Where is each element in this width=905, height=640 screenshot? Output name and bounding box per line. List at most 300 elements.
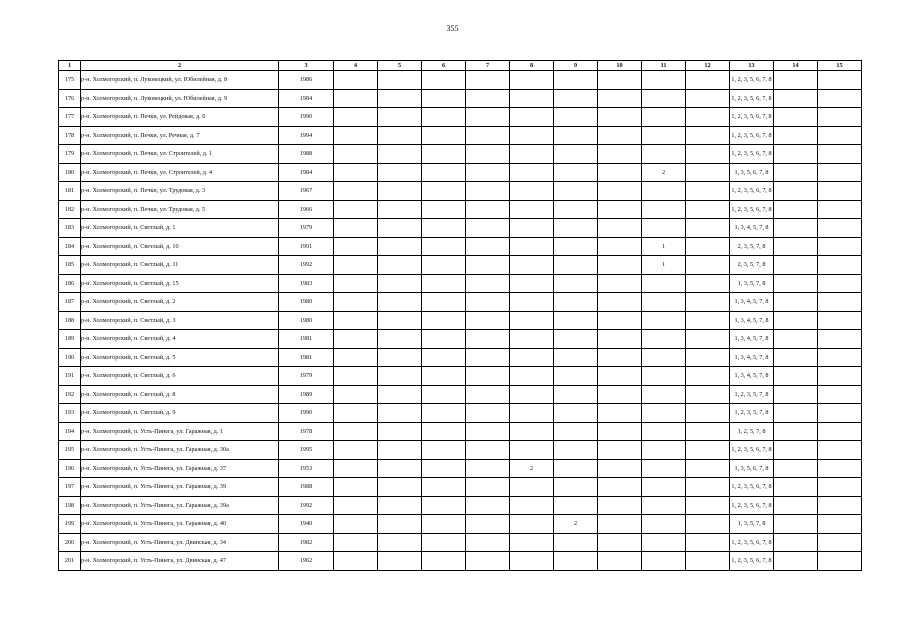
table-body [59,71,862,571]
col11-cell [642,478,686,497]
col15-cell [818,496,862,515]
table-row [59,422,862,441]
col14-cell [774,552,818,571]
col7-cell [466,182,510,201]
col13-cell: 1, 3, 5, 7, 8 [730,515,774,534]
col10-cell [598,108,642,127]
col4-cell [334,330,378,349]
col4-cell [334,441,378,460]
col6-cell [422,552,466,571]
col5-cell [378,367,422,386]
table-row [59,145,862,164]
col11-cell: 1 [642,256,686,275]
col4-cell [334,404,378,423]
col11-cell [642,293,686,312]
col15-cell [818,311,862,330]
column-header: 15 [818,61,862,71]
col9-cell [554,367,598,386]
col11-cell: 1 [642,237,686,256]
year-cell: 1980 [279,293,334,312]
col12-cell [686,459,730,478]
col15-cell [818,200,862,219]
table-row [59,293,862,312]
col4-cell [334,89,378,108]
address-cell: р-н. Холмогорский, п. Усть-Пинега, ул. Гаражная, д. 39а [81,496,279,515]
address-cell: р-н. Холмогорский, п. Усть-Пинега, ул. Двинская, д. 47 [81,552,279,571]
col9-cell [554,182,598,201]
col5-cell [378,182,422,201]
year-cell: 1982 [279,533,334,552]
col9-cell [554,126,598,145]
year-cell: 1980 [279,311,334,330]
col6-cell [422,533,466,552]
col6-cell [422,89,466,108]
col14-cell [774,256,818,275]
col12-cell [686,385,730,404]
col12-cell [686,163,730,182]
col9-cell [554,219,598,238]
col13-cell: 1, 2, 3, 5, 6, 7, 8 [730,182,774,201]
table-row [59,182,862,201]
col9-cell [554,274,598,293]
col11-cell [642,459,686,478]
header-row [59,61,862,71]
year-cell: 1978 [279,422,334,441]
year-cell: 1981 [279,330,334,349]
row-number-cell: 180 [59,163,81,182]
col7-cell [466,348,510,367]
col13-cell: 1, 2, 3, 5, 6, 7, 8 [730,496,774,515]
col11-cell [642,330,686,349]
col15-cell [818,348,862,367]
col9-cell [554,293,598,312]
col13-cell: 1, 3, 4, 5, 7, 8 [730,311,774,330]
col13-cell: 1, 3, 5, 6, 7, 8 [730,459,774,478]
table-row [59,311,862,330]
row-number-cell: 197 [59,478,81,497]
col7-cell [466,533,510,552]
year-cell: 1984 [279,163,334,182]
column-header: 11 [642,61,686,71]
row-number-cell: 188 [59,311,81,330]
col10-cell [598,311,642,330]
col7-cell [466,496,510,515]
col9-cell [554,348,598,367]
col8-cell [510,367,554,386]
col15-cell [818,385,862,404]
col9-cell [554,330,598,349]
col10-cell [598,71,642,90]
row-number-cell: 192 [59,385,81,404]
col13-cell: 2, 3, 5, 7, 8 [730,256,774,275]
col14-cell [774,219,818,238]
year-cell: 1990 [279,404,334,423]
table-row [59,478,862,497]
col12-cell [686,552,730,571]
col5-cell [378,533,422,552]
col10-cell [598,496,642,515]
col13-cell: 1, 3, 4, 5, 7, 8 [730,293,774,312]
year-cell: 1992 [279,256,334,275]
col5-cell [378,237,422,256]
col14-cell [774,145,818,164]
table-row [59,274,862,293]
col5-cell [378,219,422,238]
table-row [59,71,862,90]
col11-cell [642,200,686,219]
col8-cell [510,496,554,515]
col7-cell [466,274,510,293]
year-cell: 1990 [279,108,334,127]
table-row [59,219,862,238]
col4-cell [334,552,378,571]
row-number-cell: 198 [59,496,81,515]
col7-cell [466,89,510,108]
col7-cell [466,422,510,441]
address-cell: р-н. Холмогорский, п. Светлый, д. 10 [81,237,279,256]
col13-cell: 1, 2, 3, 5, 6, 7, 8 [730,126,774,145]
col11-cell [642,145,686,164]
address-cell: р-н. Холмогорский, п. Светлый, д. 4 [81,330,279,349]
col15-cell [818,330,862,349]
table-row [59,89,862,108]
address-cell: р-н. Холмогорский, п. Печки, ул. Строителей, д. 4 [81,163,279,182]
table-row [59,108,862,127]
col8-cell [510,163,554,182]
address-cell: р-н. Холмогорский, п. Усть-Пинега, ул. Гаражная, д. 39 [81,478,279,497]
col12-cell [686,89,730,108]
table-row [59,163,862,182]
table-row [59,515,862,534]
col6-cell [422,145,466,164]
col7-cell [466,330,510,349]
col8-cell [510,422,554,441]
address-cell: р-н. Холмогорский, п. Печки, ул. Трудовая, д. 5 [81,200,279,219]
col10-cell [598,533,642,552]
col10-cell [598,89,642,108]
address-cell: р-н. Холмогорский, п. Светлый, д. 3 [81,311,279,330]
table-row [59,552,862,571]
col15-cell [818,441,862,460]
col4-cell [334,348,378,367]
col10-cell [598,515,642,534]
col7-cell [466,71,510,90]
col15-cell [818,422,862,441]
row-number-cell: 182 [59,200,81,219]
col5-cell [378,274,422,293]
col15-cell [818,367,862,386]
table-row [59,200,862,219]
col15-cell [818,182,862,201]
col11-cell [642,311,686,330]
col11-cell [642,182,686,201]
year-cell: 1940 [279,515,334,534]
row-number-cell: 183 [59,219,81,238]
col15-cell [818,552,862,571]
col11-cell [642,422,686,441]
col9-cell [554,385,598,404]
row-number-cell: 196 [59,459,81,478]
col9-cell [554,459,598,478]
col4-cell [334,256,378,275]
col6-cell [422,237,466,256]
year-cell: 1983 [279,274,334,293]
col13-cell: 1, 2, 3, 5, 6, 7, 8 [730,552,774,571]
col12-cell [686,496,730,515]
column-header: 8 [510,61,554,71]
col6-cell [422,163,466,182]
col6-cell [422,293,466,312]
address-cell: р-н. Холмогорский, п. Светлый, д. 6 [81,367,279,386]
col5-cell [378,459,422,478]
col11-cell [642,385,686,404]
col13-cell: 1, 3, 4, 5, 7, 8 [730,367,774,386]
col14-cell [774,348,818,367]
col10-cell [598,237,642,256]
col12-cell [686,219,730,238]
address-cell: р-н. Холмогорский, п. Луковецкий, ул. Юбилейная, д. 9 [81,89,279,108]
col7-cell [466,237,510,256]
col5-cell [378,293,422,312]
col7-cell [466,515,510,534]
col11-cell [642,348,686,367]
col6-cell [422,441,466,460]
col14-cell [774,441,818,460]
row-number-cell: 185 [59,256,81,275]
col14-cell [774,367,818,386]
col4-cell [334,163,378,182]
col9-cell [554,163,598,182]
col4-cell [334,237,378,256]
col12-cell [686,126,730,145]
col9-cell [554,71,598,90]
col11-cell [642,219,686,238]
col11-cell [642,367,686,386]
table-row [59,533,862,552]
col10-cell [598,145,642,164]
col5-cell [378,496,422,515]
col15-cell [818,404,862,423]
col5-cell [378,163,422,182]
col14-cell [774,385,818,404]
col11-cell [642,71,686,90]
address-cell: р-н. Холмогорский, п. Печки, ул. Строителей, д. 1 [81,145,279,164]
column-header: 10 [598,61,642,71]
table-row [59,385,862,404]
col11-cell [642,515,686,534]
table-row [59,126,862,145]
table-row [59,237,862,256]
col10-cell [598,422,642,441]
col10-cell [598,126,642,145]
col10-cell [598,200,642,219]
col13-cell: 1, 2, 3, 5, 7, 8 [730,404,774,423]
col9-cell: 2 [554,515,598,534]
col15-cell [818,71,862,90]
table-row [59,256,862,275]
col5-cell [378,404,422,423]
col13-cell: 1, 2, 3, 5, 6, 7, 8 [730,108,774,127]
address-cell: р-н. Холмогорский, п. Светлый, д. 8 [81,385,279,404]
year-cell: 1992 [279,496,334,515]
col7-cell [466,200,510,219]
col4-cell [334,422,378,441]
col14-cell [774,330,818,349]
col8-cell [510,441,554,460]
col15-cell [818,89,862,108]
col10-cell [598,404,642,423]
col7-cell [466,404,510,423]
col4-cell [334,533,378,552]
col8-cell [510,552,554,571]
col14-cell [774,515,818,534]
col7-cell [466,441,510,460]
column-header: 1 [59,61,81,71]
col14-cell [774,182,818,201]
col13-cell: 1, 3, 4, 5, 7, 8 [730,219,774,238]
year-cell: 1988 [279,145,334,164]
col15-cell [818,108,862,127]
address-cell: р-н. Холмогорский, п. Светлый, д. 5 [81,348,279,367]
col14-cell [774,71,818,90]
col8-cell [510,274,554,293]
col10-cell [598,441,642,460]
address-cell: р-н. Холмогорский, п. Светлый, д. 9 [81,404,279,423]
col7-cell [466,163,510,182]
col12-cell [686,145,730,164]
col9-cell [554,533,598,552]
col9-cell [554,108,598,127]
col15-cell [818,533,862,552]
col14-cell [774,108,818,127]
col9-cell [554,145,598,164]
col4-cell [334,293,378,312]
column-header: 7 [466,61,510,71]
year-cell: 1967 [279,182,334,201]
table-row [59,330,862,349]
year-cell: 1986 [279,71,334,90]
col5-cell [378,441,422,460]
col14-cell [774,422,818,441]
col8-cell [510,219,554,238]
col12-cell [686,330,730,349]
col4-cell [334,496,378,515]
year-cell: 1979 [279,367,334,386]
col8-cell [510,348,554,367]
col13-cell: 1, 3, 5, 6, 7, 8 [730,163,774,182]
col12-cell [686,71,730,90]
col8-cell [510,89,554,108]
column-header: 12 [686,61,730,71]
col8-cell [510,293,554,312]
col6-cell [422,422,466,441]
address-cell: р-н. Холмогорский, п. Усть-Пинега, ул. Двинская, д. 34 [81,533,279,552]
col13-cell: 1, 2, 3, 5, 7, 8 [730,385,774,404]
row-number-cell: 186 [59,274,81,293]
year-cell: 1988 [279,478,334,497]
year-cell: 1953 [279,459,334,478]
address-cell: р-н. Холмогорский, п. Светлый, д. 15 [81,274,279,293]
col12-cell [686,441,730,460]
col9-cell [554,256,598,275]
column-header: 5 [378,61,422,71]
col8-cell [510,182,554,201]
col8-cell [510,145,554,164]
col10-cell [598,182,642,201]
table-row [59,367,862,386]
column-header: 14 [774,61,818,71]
address-cell: р-н. Холмогорский, п. Печки, ул. Рейдовая, д. 6 [81,108,279,127]
col14-cell [774,274,818,293]
row-number-cell: 177 [59,108,81,127]
col4-cell [334,219,378,238]
year-cell: 1989 [279,385,334,404]
col8-cell [510,200,554,219]
column-header: 9 [554,61,598,71]
col11-cell [642,404,686,423]
row-number-cell: 184 [59,237,81,256]
col9-cell [554,478,598,497]
col10-cell [598,293,642,312]
col12-cell [686,478,730,497]
col14-cell [774,200,818,219]
row-number-cell: 187 [59,293,81,312]
year-cell: 1984 [279,89,334,108]
col6-cell [422,478,466,497]
table-row [59,441,862,460]
col7-cell [466,311,510,330]
col15-cell [818,163,862,182]
col8-cell [510,330,554,349]
year-cell: 1991 [279,237,334,256]
col7-cell [466,385,510,404]
col11-cell [642,126,686,145]
col4-cell [334,200,378,219]
table-row [59,496,862,515]
year-cell: 1979 [279,219,334,238]
col4-cell [334,311,378,330]
column-header: 13 [730,61,774,71]
col10-cell [598,163,642,182]
col8-cell [510,385,554,404]
row-number-cell: 199 [59,515,81,534]
col11-cell [642,274,686,293]
address-cell: р-н. Холмогорский, п. Усть-Пинега, ул. Гаражная, д. 1 [81,422,279,441]
row-number-cell: 200 [59,533,81,552]
col8-cell [510,404,554,423]
column-header: 2 [81,61,279,71]
col15-cell [818,126,862,145]
table-row [59,348,862,367]
col14-cell [774,459,818,478]
col14-cell [774,533,818,552]
col5-cell [378,256,422,275]
col6-cell [422,126,466,145]
col11-cell [642,108,686,127]
col10-cell [598,459,642,478]
col5-cell [378,552,422,571]
col5-cell [378,515,422,534]
col15-cell [818,256,862,275]
col12-cell [686,293,730,312]
col12-cell [686,348,730,367]
col8-cell [510,515,554,534]
col15-cell [818,293,862,312]
row-number-cell: 178 [59,126,81,145]
col6-cell [422,219,466,238]
row-number-cell: 191 [59,367,81,386]
col4-cell [334,478,378,497]
